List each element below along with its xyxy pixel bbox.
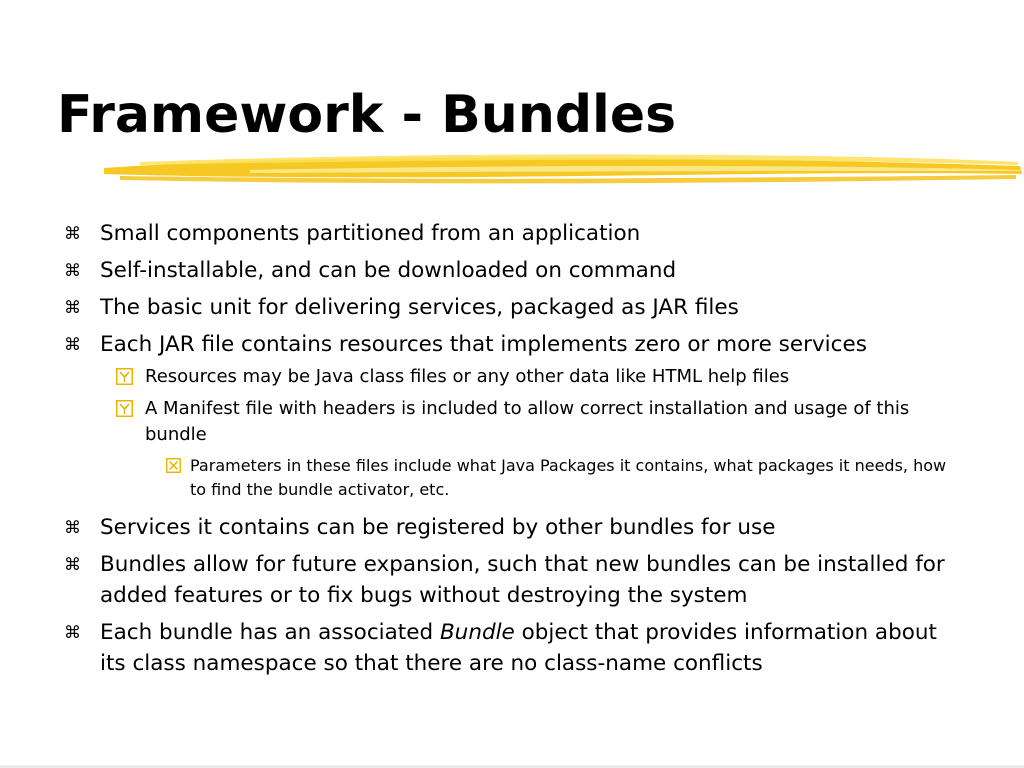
checkbox-x-icon [166, 458, 181, 473]
command-key-icon: ⌘ [64, 555, 81, 575]
bullet-text: Services it contains can be registered by other bundles for use [100, 515, 776, 540]
list-item [58, 292, 958, 323]
bullet-text: Resources may be Java class files or any other data like HTML help files [145, 366, 790, 387]
bullet-text: Self-installable, and can be downloaded on command [100, 258, 677, 283]
command-key-icon: ⌘ [64, 224, 81, 244]
command-key-icon: ⌘ [64, 298, 81, 318]
bullet-text-after: object that provides information about its class namespace so that there are no class-name conflicts [100, 620, 937, 676]
command-key-icon: ⌘ [64, 335, 81, 355]
list-item [58, 454, 958, 502]
command-key-icon: ⌘ [64, 623, 81, 643]
bullet-text-before: Each bundle has an associated [100, 620, 440, 645]
bullet-text: Each JAR file contains resources that implements zero or more services [100, 332, 867, 357]
bullet-text: Small components partitioned from an application [100, 221, 641, 246]
list-item [58, 549, 958, 611]
bullet-text: Bundles allow for future expansion, such that new bundles can be installed for added features or to fix bugs without destroying the system [100, 552, 945, 608]
command-key-icon: ⌘ [64, 518, 81, 538]
list-item [58, 255, 958, 286]
checkbox-y-icon [116, 368, 133, 385]
bullet-text: Parameters in these files include what Java Packages it contains, what packages it needs, how to find the bundle activator, etc. [190, 456, 947, 499]
list-item [58, 364, 958, 390]
slide-title: Framework - Bundles [57, 85, 677, 145]
list-item [58, 218, 958, 249]
list-item [58, 617, 958, 679]
list-item [58, 329, 958, 360]
bundle-term: Bundle [439, 620, 515, 645]
bullet-text: A Manifest file with headers is included to allow correct installation and usage of this bundle [145, 398, 910, 445]
command-key-icon: ⌘ [64, 261, 81, 281]
bullet-list [58, 218, 958, 685]
title-underline-brush [100, 150, 1024, 190]
checkbox-y-icon [116, 400, 133, 417]
list-item [58, 396, 958, 448]
list-item [58, 512, 958, 543]
bullet-text: The basic unit for delivering services, packaged as JAR files [100, 295, 739, 320]
